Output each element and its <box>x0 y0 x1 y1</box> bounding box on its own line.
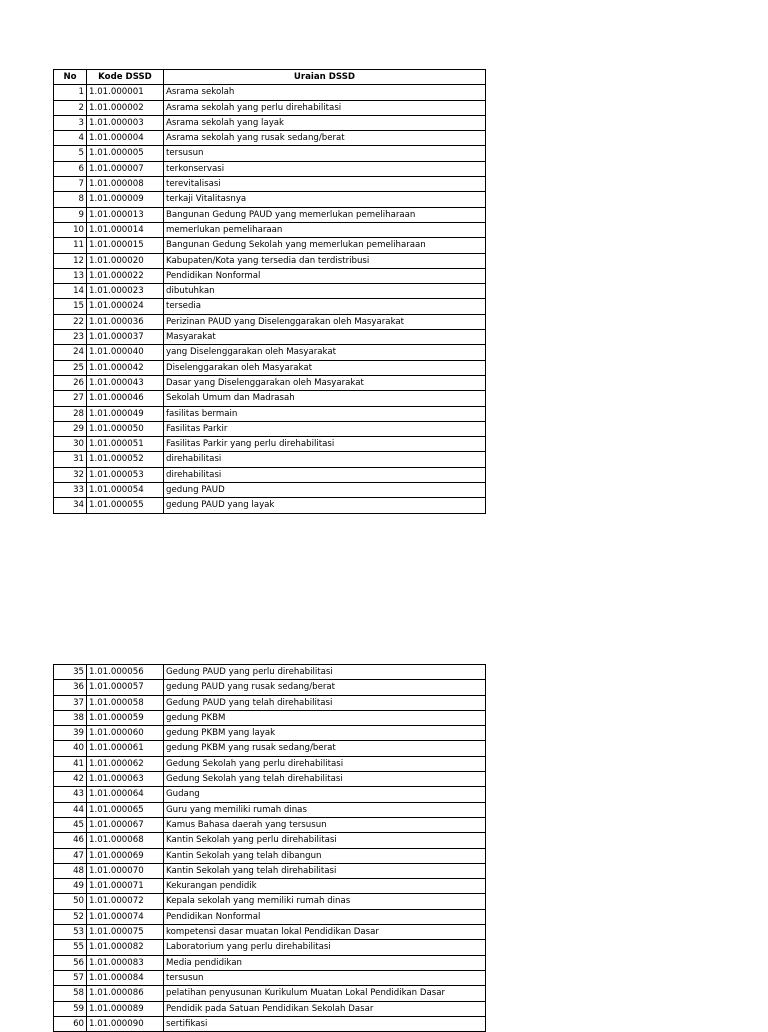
row-code: 1.01.000074 <box>87 909 164 924</box>
row-description: fasilitas bermain <box>164 406 486 421</box>
row-code: 1.01.000024 <box>87 299 164 314</box>
row-number: 9 <box>54 207 87 222</box>
row-code: 1.01.000023 <box>87 284 164 299</box>
row-number: 41 <box>54 756 87 771</box>
table-1-body <box>54 85 486 513</box>
row-number: 36 <box>54 680 87 695</box>
row-description: tersedia <box>164 299 486 314</box>
row-number: 44 <box>54 802 87 817</box>
row-number: 30 <box>54 437 87 452</box>
row-description: Fasilitas Parkir <box>164 421 486 436</box>
row-number: 3 <box>54 115 87 130</box>
table-row <box>54 391 486 406</box>
row-code: 1.01.000037 <box>87 330 164 345</box>
row-description: Gedung Sekolah yang perlu direhabilitasi <box>164 756 486 771</box>
row-description: gedung PKBM <box>164 710 486 725</box>
row-description: gedung PKBM yang layak <box>164 726 486 741</box>
table-row <box>54 222 486 237</box>
row-code: 1.01.000068 <box>87 833 164 848</box>
table-row <box>54 955 486 970</box>
row-code: 1.01.000058 <box>87 695 164 710</box>
row-description: pelatihan penyusunan Kurikulum Muatan Lokal Pendidikan Dasar <box>164 986 486 1001</box>
header-kode-dssd: Kode DSSD <box>87 70 164 85</box>
row-code: 1.01.000063 <box>87 772 164 787</box>
row-description: yang Diselenggarakan oleh Masyarakat <box>164 345 486 360</box>
row-description: Gedung Sekolah yang telah direhabilitasi <box>164 772 486 787</box>
row-number: 49 <box>54 879 87 894</box>
row-number: 33 <box>54 483 87 498</box>
row-number: 56 <box>54 955 87 970</box>
row-description: Kabupaten/Kota yang tersedia dan terdistribusi <box>164 253 486 268</box>
table-row <box>54 161 486 176</box>
row-description: gedung PAUD <box>164 483 486 498</box>
table-row <box>54 802 486 817</box>
row-code: 1.01.000083 <box>87 955 164 970</box>
table-row <box>54 360 486 375</box>
row-description: Kantin Sekolah yang telah direhabilitasi <box>164 863 486 878</box>
row-number: 37 <box>54 695 87 710</box>
row-code: 1.01.000042 <box>87 360 164 375</box>
table-row <box>54 299 486 314</box>
row-number: 40 <box>54 741 87 756</box>
row-description: gedung PAUD yang rusak sedang/berat <box>164 680 486 695</box>
row-number: 12 <box>54 253 87 268</box>
row-number: 48 <box>54 863 87 878</box>
table-row <box>54 741 486 756</box>
row-code: 1.01.000089 <box>87 1001 164 1016</box>
row-code: 1.01.000015 <box>87 238 164 253</box>
table-row <box>54 970 486 985</box>
table-row <box>54 345 486 360</box>
row-code: 1.01.000075 <box>87 925 164 940</box>
row-code: 1.01.000059 <box>87 710 164 725</box>
row-code: 1.01.000009 <box>87 192 164 207</box>
row-code: 1.01.000064 <box>87 787 164 802</box>
row-number: 4 <box>54 131 87 146</box>
table-row <box>54 833 486 848</box>
row-code: 1.01.000084 <box>87 970 164 985</box>
row-number: 39 <box>54 726 87 741</box>
table-row <box>54 452 486 467</box>
row-description: terkaji Vitalitasnya <box>164 192 486 207</box>
row-code: 1.01.000082 <box>87 940 164 955</box>
row-number: 6 <box>54 161 87 176</box>
row-code: 1.01.000050 <box>87 421 164 436</box>
row-code: 1.01.000022 <box>87 268 164 283</box>
table-row <box>54 940 486 955</box>
table-row <box>54 680 486 695</box>
row-code: 1.01.000007 <box>87 161 164 176</box>
table-row <box>54 115 486 130</box>
table-row <box>54 695 486 710</box>
row-code: 1.01.000013 <box>87 207 164 222</box>
row-description: Pendidikan Nonformal <box>164 268 486 283</box>
row-code: 1.01.000057 <box>87 680 164 695</box>
table-row <box>54 498 486 513</box>
row-description: Kekurangan pendidik <box>164 879 486 894</box>
row-number: 52 <box>54 909 87 924</box>
table-row <box>54 100 486 115</box>
row-description: dibutuhkan <box>164 284 486 299</box>
row-description: gedung PKBM yang rusak sedang/berat <box>164 741 486 756</box>
row-code: 1.01.000061 <box>87 741 164 756</box>
row-description: direhabilitasi <box>164 452 486 467</box>
row-description: tersusun <box>164 146 486 161</box>
table-row <box>54 268 486 283</box>
table-row <box>54 726 486 741</box>
row-description: Kepala sekolah yang memiliki rumah dinas <box>164 894 486 909</box>
row-description: tersusun <box>164 970 486 985</box>
table-row <box>54 284 486 299</box>
row-number: 38 <box>54 710 87 725</box>
table-row <box>54 710 486 725</box>
row-number: 35 <box>54 665 87 680</box>
row-description: Gedung PAUD yang perlu direhabilitasi <box>164 665 486 680</box>
table-row <box>54 192 486 207</box>
table-row <box>54 467 486 482</box>
row-number: 5 <box>54 146 87 161</box>
table-row <box>54 207 486 222</box>
row-number: 31 <box>54 452 87 467</box>
table-row <box>54 665 486 680</box>
row-code: 1.01.000053 <box>87 467 164 482</box>
row-code: 1.01.000070 <box>87 863 164 878</box>
row-number: 53 <box>54 925 87 940</box>
row-code: 1.01.000046 <box>87 391 164 406</box>
table-row <box>54 146 486 161</box>
row-code: 1.01.000065 <box>87 802 164 817</box>
row-number: 47 <box>54 848 87 863</box>
row-number: 26 <box>54 375 87 390</box>
row-code: 1.01.000001 <box>87 85 164 100</box>
row-description: Kamus Bahasa daerah yang tersusun <box>164 817 486 832</box>
row-code: 1.01.000055 <box>87 498 164 513</box>
row-description: Dasar yang Diselenggarakan oleh Masyarakat <box>164 375 486 390</box>
table-row <box>54 772 486 787</box>
table-row <box>54 863 486 878</box>
table-row <box>54 406 486 421</box>
table-2-body <box>54 665 486 1032</box>
row-description: Asrama sekolah yang layak <box>164 115 486 130</box>
table-row <box>54 314 486 329</box>
row-description: Pendidikan Nonformal <box>164 909 486 924</box>
row-number: 32 <box>54 467 87 482</box>
dssd-table-2 <box>53 664 486 1032</box>
row-number: 50 <box>54 894 87 909</box>
row-number: 14 <box>54 284 87 299</box>
row-number: 60 <box>54 1016 87 1031</box>
row-number: 1 <box>54 85 87 100</box>
row-code: 1.01.000072 <box>87 894 164 909</box>
table-row <box>54 375 486 390</box>
row-description: terevitalisasi <box>164 177 486 192</box>
row-code: 1.01.000086 <box>87 986 164 1001</box>
row-code: 1.01.000004 <box>87 131 164 146</box>
row-description: Media pendidikan <box>164 955 486 970</box>
row-number: 27 <box>54 391 87 406</box>
row-description: Perizinan PAUD yang Diselenggarakan oleh Masyarakat <box>164 314 486 329</box>
table-row <box>54 894 486 909</box>
table-row <box>54 131 486 146</box>
row-number: 11 <box>54 238 87 253</box>
row-code: 1.01.000008 <box>87 177 164 192</box>
row-code: 1.01.000054 <box>87 483 164 498</box>
row-description: Diselenggarakan oleh Masyarakat <box>164 360 486 375</box>
table-row <box>54 817 486 832</box>
row-code: 1.01.000069 <box>87 848 164 863</box>
row-number: 45 <box>54 817 87 832</box>
row-code: 1.01.000090 <box>87 1016 164 1031</box>
row-code: 1.01.000071 <box>87 879 164 894</box>
table-row <box>54 879 486 894</box>
table-row <box>54 238 486 253</box>
row-code: 1.01.000020 <box>87 253 164 268</box>
table-row <box>54 909 486 924</box>
row-number: 29 <box>54 421 87 436</box>
row-code: 1.01.000036 <box>87 314 164 329</box>
row-description: Guru yang memiliki rumah dinas <box>164 802 486 817</box>
row-code: 1.01.000060 <box>87 726 164 741</box>
row-description: terkonservasi <box>164 161 486 176</box>
row-description: Asrama sekolah yang perlu direhabilitasi <box>164 100 486 115</box>
row-description: sertifikasi <box>164 1016 486 1031</box>
row-description: Masyarakat <box>164 330 486 345</box>
row-description: memerlukan pemeliharaan <box>164 222 486 237</box>
row-number: 28 <box>54 406 87 421</box>
row-number: 24 <box>54 345 87 360</box>
row-code: 1.01.000002 <box>87 100 164 115</box>
row-code: 1.01.000062 <box>87 756 164 771</box>
row-description: Bangunan Gedung PAUD yang memerlukan pemeliharaan <box>164 207 486 222</box>
dssd-table-1 <box>53 69 486 514</box>
row-number: 8 <box>54 192 87 207</box>
row-description: Asrama sekolah yang rusak sedang/berat <box>164 131 486 146</box>
row-number: 59 <box>54 1001 87 1016</box>
row-number: 15 <box>54 299 87 314</box>
row-description: Fasilitas Parkir yang perlu direhabilitasi <box>164 437 486 452</box>
row-number: 57 <box>54 970 87 985</box>
table-row <box>54 848 486 863</box>
table-row <box>54 437 486 452</box>
row-description: direhabilitasi <box>164 467 486 482</box>
row-number: 55 <box>54 940 87 955</box>
table-header-row <box>54 70 486 85</box>
row-code: 1.01.000052 <box>87 452 164 467</box>
row-number: 10 <box>54 222 87 237</box>
row-number: 23 <box>54 330 87 345</box>
row-description: Laboratorium yang perlu direhabilitasi <box>164 940 486 955</box>
table-row <box>54 483 486 498</box>
table-row <box>54 177 486 192</box>
row-description: Gudang <box>164 787 486 802</box>
row-code: 1.01.000005 <box>87 146 164 161</box>
row-number: 25 <box>54 360 87 375</box>
row-code: 1.01.000043 <box>87 375 164 390</box>
table-row <box>54 253 486 268</box>
table-row <box>54 330 486 345</box>
row-code: 1.01.000067 <box>87 817 164 832</box>
row-description: Bangunan Gedung Sekolah yang memerlukan pemeliharaan <box>164 238 486 253</box>
row-code: 1.01.000040 <box>87 345 164 360</box>
row-description: Kantin Sekolah yang perlu direhabilitasi <box>164 833 486 848</box>
table-row <box>54 85 486 100</box>
row-code: 1.01.000049 <box>87 406 164 421</box>
row-description: Sekolah Umum dan Madrasah <box>164 391 486 406</box>
table-row <box>54 1001 486 1016</box>
table-row <box>54 421 486 436</box>
row-description: gedung PAUD yang layak <box>164 498 486 513</box>
row-number: 34 <box>54 498 87 513</box>
row-code: 1.01.000051 <box>87 437 164 452</box>
table-row <box>54 756 486 771</box>
table-row <box>54 925 486 940</box>
row-number: 42 <box>54 772 87 787</box>
row-number: 22 <box>54 314 87 329</box>
row-description: Pendidik pada Satuan Pendidikan Sekolah Dasar <box>164 1001 486 1016</box>
header-uraian-dssd: Uraian DSSD <box>164 70 486 85</box>
row-description: Asrama sekolah <box>164 85 486 100</box>
table-row <box>54 787 486 802</box>
row-description: Gedung PAUD yang telah direhabilitasi <box>164 695 486 710</box>
row-code: 1.01.000056 <box>87 665 164 680</box>
row-number: 13 <box>54 268 87 283</box>
row-description: Kantin Sekolah yang telah dibangun <box>164 848 486 863</box>
row-number: 2 <box>54 100 87 115</box>
table-row <box>54 986 486 1001</box>
row-code: 1.01.000014 <box>87 222 164 237</box>
row-code: 1.01.000003 <box>87 115 164 130</box>
row-number: 46 <box>54 833 87 848</box>
header-no: No <box>54 70 87 85</box>
row-number: 7 <box>54 177 87 192</box>
row-number: 58 <box>54 986 87 1001</box>
row-number: 43 <box>54 787 87 802</box>
row-description: kompetensi dasar muatan lokal Pendidikan Dasar <box>164 925 486 940</box>
